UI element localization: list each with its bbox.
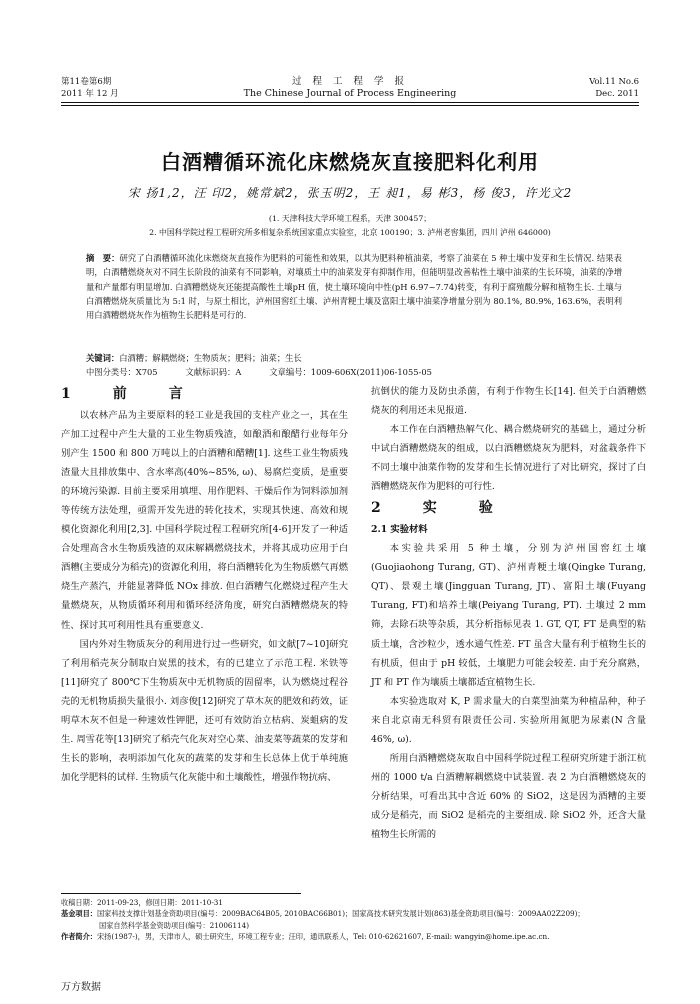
header-volume-en: Vol.11 No.6 [589, 77, 639, 87]
section-heading-introduction: 1 前 言 [61, 386, 197, 402]
document-code: 文献标识码：A [185, 367, 242, 377]
paper-title: 白酒糟循环流化床燃烧灰直接肥料化利用 [161, 150, 539, 174]
author-label: 作者简介： [61, 931, 97, 941]
paragraph: 本工作在白酒糟热解气化、耦合燃烧研究的基础上，通过分析中试白酒糟燃烧灰的组成，以白酒糟燃烧灰为肥料，对盆栽条件下不同土壤中油菜作物的发芽和生长情况进行了对比研究，探讨了白酒糟燃烧灰作为肥料的可行性. [371, 424, 646, 493]
footnote-fund-cont: 国家自然科学基金资助项目(编号：21006114) [99, 920, 250, 930]
affiliation-line: 2. 中国科学院过程工程研究所多相复杂系统国家重点实验室，北京 100190；3. 泸州老窖集团，四川 泸州 646000) [149, 228, 551, 237]
affiliations [0, 212, 700, 240]
paragraph: 本实验选取对 K, P 需求量大的白菜型油菜为种植品种，种子来自北京南无科贸有限责任公司. 实验所用氮肥为尿素(N 含量 46%, ω). [371, 695, 646, 745]
author-list: 宋 扬1,2，汪 印2，姚常斌2，张玉明2，王 昶1，易 彬3，杨 俊3，许光文2 [127, 186, 573, 200]
subsection-heading-materials: 2.1 实验材料 [371, 524, 428, 536]
paragraph: 国内外对生物质灰分的利用进行过一些研究，如文献[7~10]研究了利用稻壳灰分制取白炭黑的技术，有的已建立了示范工程. 米铁等[11]研究了 800℃下生物质灰中无机物质的固留率，认为燃烧过程谷壳的无机物质损失量很小. 刘彦俊[12]研究了草木灰的肥效和药效，证明草木灰不但是一种速效性钾肥，还可有效防治立枯病、炭蛆病的发生. 周雪花等[13]研究了稻壳气化灰对空心菜、油麦菜等蔬菜的发芽和生长的影响，表明添加气化灰的蔬菜的发芽和生长总体上优于单纯施加化学肥料的试样. 生物质气化灰能中和土壤酸性，增强作物抗病、 [61, 638, 348, 783]
footnote-author [61, 931, 641, 942]
footnote-rule [61, 893, 301, 894]
journal-name-cn: 过 程 工 程 学 报 [291, 76, 409, 87]
journal-name-en: The Chinese Journal of Process Engineering [243, 88, 457, 99]
header-date-cn: 2011 年 12 月 [61, 89, 119, 99]
header-rule-thick [61, 102, 639, 103]
keywords-text: 白酒糟；解耦燃烧；生物质灰；肥料；油菜；生长 [119, 353, 302, 363]
paragraph: 本实验共采用 5 种土壤，分别为泸州国窖红土壤(Guojiaohong Turang, GT)、泸州青粳土壤(Qingke Turang, QT)、景观土壤(Jingguan Turang, JT)、富阳土壤(Fuyang Turang, FT)和培养土壤(Peiyang Turang, PT). 土壤过 2 mm 筛，去除石块等杂质，其分析指标见表 1. GT, QT, FT 是典型的粘质土壤，含沙粒少，透水通气性差. FT 虽含大量有利于植物生长的有机质，但由于 pH 较低，土壤肥力可能会较差. 由于充分腐熟，JT 和 PT 作为壤质土壤都适宜植物生长. [371, 543, 646, 688]
header-volume-cn: 第11卷第6期 [61, 77, 112, 87]
header-rule-thin [61, 105, 639, 106]
classification [86, 365, 622, 379]
header-issue-en [589, 76, 639, 100]
article-meta [86, 351, 622, 379]
right-column [371, 382, 646, 844]
left-column [61, 382, 348, 787]
keywords [86, 351, 622, 365]
footnote [61, 897, 641, 942]
fund-text: 国家科技支撑计划基金资助项目(编号：2009BAC64B05, 2010BAC66B01)；国家高技术研究发展计划(863)基金资助项目(编号：2009AA02Z209)； [96, 909, 585, 919]
watermark: 万方数据 [61, 982, 101, 993]
author-text: 宋扬(1987-)，男，天津市人，硕士研究生，环境工程专业；汪印，通讯联系人，Tel: 010-62621607, E-mail: wangyin@home.ipe.ac.cn. [96, 931, 550, 941]
paragraph: 以农林产品为主要原料的轻工业是我国的支柱产业之一，其在生产加工过程中产生大量的工业生物质残渣，如酿酒和酿醋行业每年分别产生 1500 和 800 万吨以上的白酒糟和醋糟[1]. 这些工业生物质残渣量大且排放集中、含水率高(40%~85%, ω)、易腐烂变质，是重要的环境污染源. 目前主要采用填埋、用作肥料、干燥后作为饲料添加剂等传统方法处理，亟需开发先进的转化技术，实现其快速、高效和规模化资源化利用[2,3]. 中国科学院过程工程研究所[4-6]开发了一种适合处理高含水生物质残渣的双床解耦燃烧技术，并将其成功应用于白酒糟(主要成分为稻壳)的资源化利用，将白酒糟转化为生物质燃气再燃烧生产蒸汽，并能显著降低 NOx 排放. 但白酒糟气化燃烧过程产生大量燃烧灰，从物质循环利用和循环经济角度，研究白酒糟燃烧灰的特性、探讨其可利用性具有重要意义. [61, 410, 348, 631]
article-number: 文章编号：1009-606X(2011)06-1055-05 [269, 367, 432, 377]
paragraph: 抗倒伏的能力及防虫杀菌，有利于作物生长[14]. 但关于白酒糟燃烧灰的利用还未见报道. [371, 386, 646, 417]
fund-label: 基金项目： [61, 909, 97, 919]
header-date-en: Dec. 2011 [595, 89, 639, 99]
footnote-fund [61, 908, 641, 919]
section-heading-experiment: 2 实 验 [371, 500, 507, 517]
paragraph: 所用白酒糟燃烧灰取自中国科学院过程工程研究所建于浙江杭州的 1000 t/a 白酒糟解耦燃烧中试装置. 表 2 为白酒糟燃烧灰的分析结果，可看出其中含近 60% 的 SiO2，这是因为酒糟的主要成分是稻壳，而 SiO2 是稻壳的主要组成. 除 SiO2 外，还含大量植物生长所需的 [371, 752, 646, 840]
abstract-text: 研究了白酒糟循环流化床燃烧灰直接作为肥料的可能性和效果，以其为肥料种植油菜，考察了油菜在 5 种土壤中发芽和生长情况. 结果表明，白酒糟燃烧灰对不同生长阶段的油菜有不同影响，对壤质土中的油菜发芽有抑制作用，但能明显改善粘性土壤中油菜的生长环境，油菜的净增量和产量都有明显增加. 白酒糟燃烧灰还能提高酸性土壤pH 值，使土壤环境向中性(pH 6.97~7.74)转变，有利于腐殖酸分解和植物生长. 土壤与白酒糟燃烧灰质量比为 5:1 时，与原土相比，泸州国窖红土壤、泸州青粳土壤及富阳土壤中油菜净增量分别为 80.1%, 80.9%, 163.6%，表明利用白酒糟燃烧灰作为植物生长肥料是可行的. [86, 253, 622, 321]
abstract [86, 251, 622, 322]
keywords-label: 关键词： [86, 353, 120, 363]
abstract-label: 摘 要： [86, 253, 120, 263]
clc-number: 中图分类号：X705 [86, 367, 158, 377]
affiliation-line: (1. 天津科技大学环境工程系，天津 300457； [268, 214, 432, 223]
footnote-received: 收稿日期：2011-09-23，修回日期：2011-10-31 [61, 898, 223, 907]
